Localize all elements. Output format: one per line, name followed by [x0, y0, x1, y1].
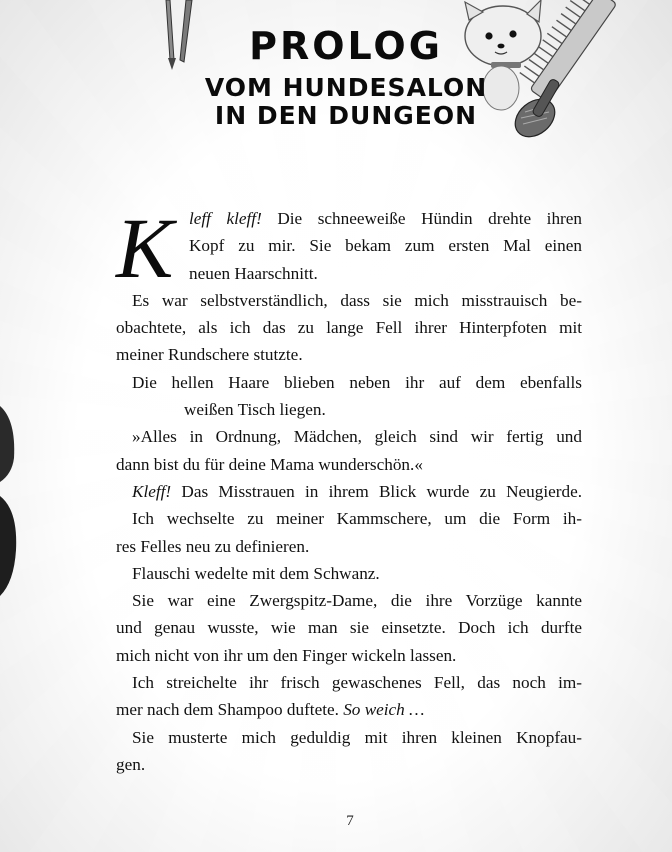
text-line: res Felles neu zu definieren.	[116, 536, 310, 556]
text-line: Es war selbstverständlich, dass sie mich misstrauisch be-	[132, 290, 582, 310]
drop-cap: K	[116, 200, 174, 296]
text-line: weißen Tisch liegen.	[184, 400, 326, 420]
dungeon-frame-edge	[0, 400, 18, 600]
text-line: Ich wechselte zu meiner Kammschere, um die Form ih-	[132, 509, 582, 529]
text-line: mich nicht von ihr um den Finger wickeln lassen.	[116, 645, 457, 665]
chapter-subtitle-line-2: IN DEN DUNGEON	[214, 101, 478, 130]
text-line: Kopf zu mir. Sie bekam zum ersten Mal einen	[189, 236, 582, 256]
text-line: Die hellen Haare blieben neben ihr auf dem ebenfalls	[132, 372, 582, 392]
text-line: meiner Rundschere stutzte.	[116, 345, 303, 365]
text-line: Kleff! Das Misstrauen in ihrem Blick wurde zu Neugierde.	[132, 481, 582, 501]
chapter-subtitle-line-1: VOM HUNDESALON	[204, 73, 488, 102]
text-line: Sie war eine Zwergspitz-Dame, die ihre Vorzüge kannte	[132, 591, 582, 611]
text-line: und genau wusste, wie man sie einsetzte. Doch ich durfte	[116, 618, 582, 638]
text-line: Flauschi wedelte mit dem Schwanz.	[132, 563, 380, 583]
text-line: »Alles in Ordnung, Mädchen, gleich sind wir fertig und	[132, 427, 582, 447]
page-number: 7	[346, 813, 354, 829]
body-text	[116, 200, 582, 778]
text-line: dann bist du für deine Mama wunderschön.«	[116, 454, 423, 474]
text-line: neuen Haarschnitt.	[189, 263, 318, 283]
text-line: gen.	[116, 754, 146, 774]
text-line: obachtete, als ich das zu lange Fell ihrer Hinterpfoten mit	[116, 318, 582, 338]
text-line: mer nach dem Shampoo duftete. So weich …	[116, 700, 425, 720]
text-line: leff kleff! Die schneeweiße Hündin drehte ihren	[189, 209, 582, 228]
text-line: Sie musterte mich geduldig mit ihren kleinen Knopfau-	[132, 727, 582, 747]
text-line: Ich streichelte ihr frisch gewaschenes Fell, das noch im-	[132, 673, 582, 693]
chapter-title: PROLOG	[249, 24, 443, 68]
